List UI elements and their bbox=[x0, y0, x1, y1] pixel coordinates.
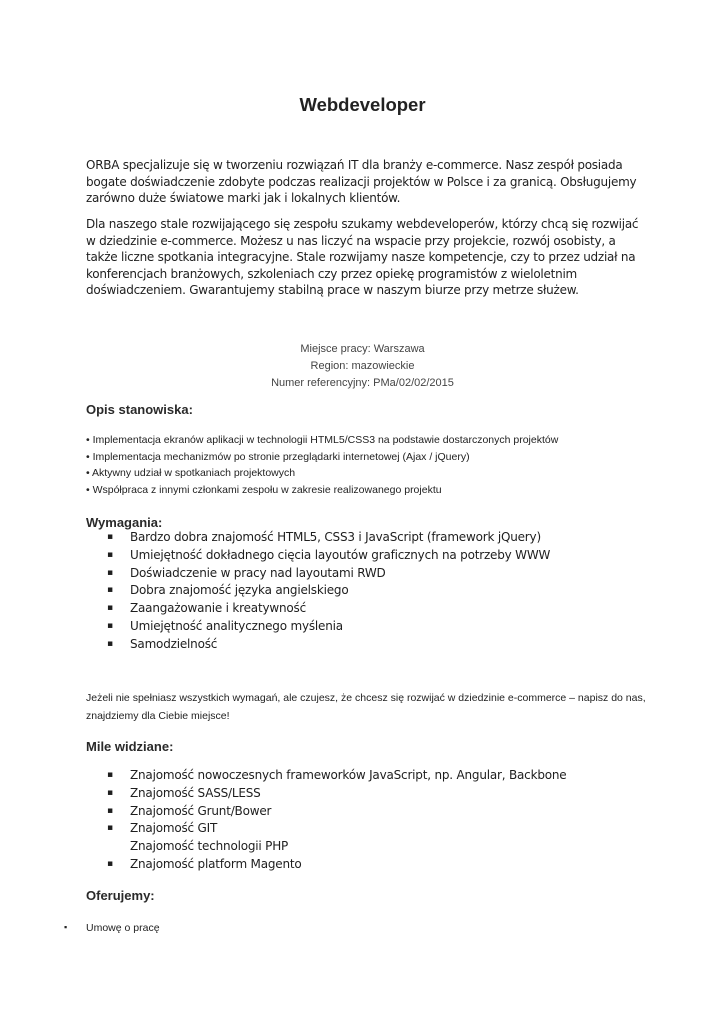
job-meta bbox=[0, 341, 725, 392]
list-item: ▪ Zaangażowanie i kreatywność bbox=[107, 600, 550, 618]
page-title: Webdeveloper bbox=[299, 94, 426, 115]
description-list bbox=[86, 432, 558, 498]
list-item: ▪ Umowę o pracę bbox=[64, 922, 160, 934]
square-bullet-icon: ▪ bbox=[64, 922, 68, 932]
square-bullet-icon: ▪ bbox=[107, 805, 113, 816]
list-item: ▪ Bardzo dobra znajomość HTML5, CSS3 i JavaScript (framework jQuery) bbox=[107, 529, 550, 547]
square-bullet-icon: ▪ bbox=[107, 787, 113, 798]
list-item: ▪ Umiejętność dokładnego cięcia layoutów graficznych na potrzeby WWW bbox=[107, 547, 550, 565]
list-item: • Aktywny udział w spotkaniach projektowych bbox=[86, 467, 296, 480]
square-bullet-icon: ▪ bbox=[107, 858, 113, 869]
square-bullet-icon: ▪ bbox=[107, 620, 113, 631]
list-item: ▪ Umiejętność analitycznego myślenia bbox=[107, 618, 550, 636]
list-item: ▪ Znajomość platform Magento bbox=[107, 856, 566, 874]
nice-to-have-heading: Mile widziane: bbox=[86, 739, 174, 754]
list-item: ▪ Znajomość nowoczesnych frameworków JavaScript, np. Angular, Backbone bbox=[107, 767, 566, 785]
square-bullet-icon: ▪ bbox=[107, 770, 113, 780]
square-bullet-icon: ▪ bbox=[107, 532, 113, 542]
square-bullet-icon: ▪ bbox=[107, 638, 113, 649]
offer-list bbox=[64, 922, 160, 940]
square-bullet-icon: ▪ bbox=[107, 823, 113, 834]
meta-region: Region: mazowieckie bbox=[310, 360, 415, 372]
list-item: ▪ Znajomość SASS/LESS bbox=[107, 785, 566, 803]
nice-to-have-list bbox=[107, 767, 566, 874]
meta-location: Miejsce pracy: Warszawa bbox=[300, 343, 425, 355]
meta-reference: Numer referencyjny: PMa/02/02/2015 bbox=[271, 377, 454, 389]
intro-paragraph-1: ORBA specjalizuje się w tworzeniu rozwiązań IT dla branży e-commerce. Nasz zespół posiada bogate doświadczenie zdobyte podczas realizacji projektów w Polsce i za granicą. Obsługujemy zarówno duże światowe marki jak i lokalnych klientów. bbox=[86, 158, 637, 206]
square-bullet-icon: ▪ bbox=[107, 549, 113, 560]
encouragement-note: Jeżeli nie spełniasz wszystkich wymagań, ale czujesz, że chcesz się rozwijać w dziedzinie e-commerce – napisz do nas, znajdziemy dla Ciebie miejsce! bbox=[86, 692, 646, 722]
list-item: • Implementacja mechanizmów po stronie przeglądarki internetowej (Ajax / jQuery) bbox=[86, 450, 470, 463]
list-item: ▪ Znajomość GIT bbox=[107, 820, 566, 838]
list-item: • Implementacja ekranów aplikacji w technologii HTML5/CSS3 na podstawie dostarczonych projektów bbox=[86, 434, 559, 446]
list-item: Znajomość technologii PHP bbox=[130, 839, 289, 854]
list-item: ▪ Znajomość Grunt/Bower bbox=[107, 803, 566, 821]
list-item: ▪ Samodzielność bbox=[107, 636, 550, 654]
list-item: • Współpraca z innymi członkami zespołu w zakresie realizowanego projektu bbox=[86, 483, 442, 496]
square-bullet-icon: ▪ bbox=[107, 585, 113, 596]
offer-heading: Oferujemy: bbox=[86, 888, 155, 903]
square-bullet-icon: ▪ bbox=[107, 567, 113, 578]
description-heading: Opis stanowiska: bbox=[86, 402, 193, 417]
requirements-heading: Wymagania: bbox=[86, 515, 163, 530]
list-item: ▪ Doświadczenie w pracy nad layoutami RWD bbox=[107, 565, 550, 583]
intro-paragraph-2: Dla naszego stale rozwijającego się zespołu szukamy webdeveloperów, którzy chcą się rozwijać w dziedzinie e-commerce. Możesz u nas liczyć na wspacie przy projekcie, rozwój osobisty, a także liczne spotkania integracyjne. Stale rozwijamy nasze kompetencje, czy to przez udział na konferencjach branżowych, szkoleniach czy przez opiekę programistów z wieloletnim doświadczeniem. Gwarantujemy stabilną prace w naszym biurze przy metrze służew. bbox=[86, 217, 639, 298]
square-bullet-icon: ▪ bbox=[107, 603, 113, 614]
requirements-list bbox=[107, 529, 550, 654]
list-item: ▪ Dobra znajomość języka angielskiego bbox=[107, 582, 550, 600]
